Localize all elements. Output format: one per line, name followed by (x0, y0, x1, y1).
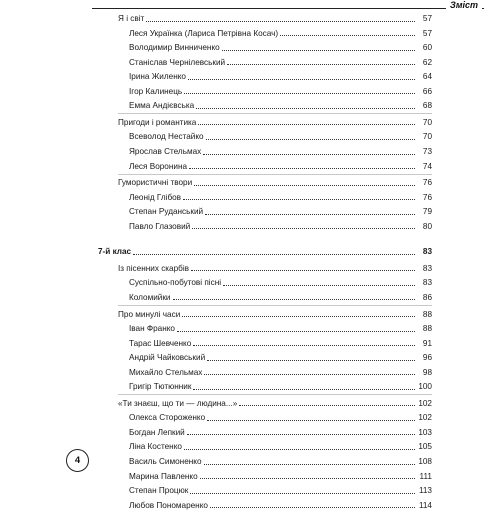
dot-leader (133, 254, 415, 255)
toc-entry-title: «Ти знаєш, що ти — людина...» (118, 398, 238, 408)
toc-entry[interactable] (129, 336, 432, 349)
toc-section-entry[interactable] (118, 261, 432, 274)
dot-leader (192, 228, 415, 229)
toc-entry-page: 64 (422, 72, 432, 82)
dot-leader (184, 449, 415, 450)
dot-leader (280, 35, 415, 36)
dot-leader (227, 64, 415, 65)
toc-entry[interactable] (129, 219, 432, 232)
toc-entry-title: Із пісенних скарбів (118, 263, 190, 273)
toc-section-entry[interactable] (118, 175, 432, 188)
toc-entry-page: 80 (422, 221, 432, 231)
toc-entry[interactable] (129, 98, 432, 111)
toc-entry-page: 79 (422, 207, 432, 217)
toc-entry-page: 108 (418, 457, 432, 466)
toc-entry-title: Леонід Глібов (129, 192, 182, 202)
toc-entry[interactable] (129, 84, 432, 97)
toc-entry[interactable] (129, 55, 432, 68)
dot-leader (189, 168, 415, 169)
toc-entry-page: 66 (422, 86, 432, 96)
dot-leader (193, 389, 415, 390)
toc-entry-page: 60 (422, 43, 432, 53)
dot-leader (146, 21, 415, 22)
dot-leader (198, 124, 415, 125)
toc-entry[interactable] (129, 69, 432, 82)
toc-entry-page: 62 (422, 57, 432, 67)
toc-entry-title: Іван Франко (129, 324, 175, 333)
toc-entry-page: 73 (422, 147, 432, 156)
toc-entry-page: 70 (422, 117, 432, 127)
toc-entry-title: Ліна Костенко (129, 442, 182, 452)
toc-entry[interactable] (129, 290, 432, 303)
toc-entry-title: Про минулі часи (118, 309, 181, 319)
toc-entry-page: 86 (422, 292, 432, 302)
toc-entry-title: Леся Українка (Лариса Петрівна Косач) (129, 28, 279, 38)
toc-entry-title: Гумористичні твори (118, 178, 193, 188)
toc-entry-title: Григір Тютюнник (129, 382, 192, 392)
toc-entry-page: 111 (419, 471, 432, 481)
toc-entry[interactable] (129, 350, 432, 363)
toc-section-entry[interactable] (118, 11, 432, 24)
toc-entry-page: 88 (422, 324, 432, 333)
dot-leader (191, 270, 415, 271)
toc-entry-title: Степан Процюк (129, 486, 189, 496)
toc-entry[interactable] (129, 454, 432, 467)
toc-entry[interactable] (129, 26, 432, 39)
dot-leader (196, 108, 415, 109)
toc-entry-title: Коломийки (129, 292, 171, 302)
toc-section-entry[interactable] (118, 115, 432, 128)
toc-entry[interactable] (129, 159, 432, 172)
toc-entry[interactable] (129, 410, 432, 423)
toc-section-entry[interactable] (118, 307, 432, 320)
toc-entry-title: Леся Воронина (129, 161, 188, 171)
toc-class-heading[interactable] (98, 244, 432, 257)
toc-entry-page: 102 (418, 398, 432, 408)
toc-entry-title: Володимир Винниченко (129, 43, 220, 53)
toc-entry-page: 83 (422, 247, 432, 257)
dot-leader (210, 507, 415, 508)
toc-entry-page: 68 (422, 101, 432, 111)
toc-entry[interactable] (129, 40, 432, 53)
toc-entry-page: 100 (418, 382, 432, 392)
toc-entry-page: 83 (422, 263, 432, 273)
dot-leader (173, 299, 416, 300)
toc-entry-page: 105 (418, 442, 432, 452)
toc-entry[interactable] (129, 129, 432, 142)
dot-leader (190, 493, 415, 494)
toc-entry-page: 57 (422, 14, 432, 23)
dot-leader (207, 360, 415, 361)
dot-leader (183, 199, 415, 200)
toc-entry-title: Богдан Лепкий (129, 427, 185, 437)
toc-entry[interactable] (129, 365, 432, 378)
toc-entry-title: Ігор Калинець (129, 86, 183, 96)
toc-entry-page: 70 (422, 132, 432, 142)
toc-entry-page: 57 (422, 28, 432, 38)
dot-leader (194, 185, 415, 186)
toc-entry-page: 113 (418, 486, 432, 496)
toc-entry-page: 76 (422, 192, 432, 202)
toc-entry[interactable] (129, 321, 432, 334)
toc-entry-page: 114 (418, 500, 432, 510)
toc-entry-title: Емма Андієвська (129, 101, 195, 111)
toc-entry-title: 7-й клас (98, 247, 132, 257)
toc-entry[interactable] (129, 190, 432, 203)
toc-entry-page: 102 (418, 413, 432, 423)
dot-leader (223, 285, 415, 286)
toc-entry-title: Олекса Стороженко (129, 413, 206, 423)
header-rule (92, 8, 484, 9)
toc-entry-page: 98 (422, 367, 432, 377)
toc-section-entry[interactable] (118, 396, 432, 409)
toc-entry-title: Любов Пономаренко (129, 500, 208, 510)
toc-entry[interactable] (129, 379, 432, 392)
toc-entry-title: Марина Павленко (129, 471, 198, 481)
toc-entry[interactable] (129, 469, 432, 482)
toc-entry-title: Михайло Стельмах (129, 367, 203, 377)
toc-entry-title: Я і світ (118, 14, 145, 23)
toc-entry-page: 76 (422, 178, 432, 188)
toc-entry[interactable] (129, 144, 432, 157)
dot-leader (203, 154, 415, 155)
dot-leader (204, 464, 416, 465)
toc-entry-page: 91 (422, 338, 432, 348)
dot-leader (207, 420, 415, 421)
dot-leader (206, 139, 415, 140)
dot-leader (187, 434, 415, 435)
dot-leader (177, 331, 415, 332)
page-number-badge: 4 (66, 449, 89, 472)
dot-leader (204, 374, 415, 375)
toc-entry[interactable] (129, 204, 432, 217)
dot-leader (184, 93, 415, 94)
dot-leader (200, 478, 415, 479)
toc-entry-title: Павло Глазовий (129, 221, 191, 231)
toc-entry-page: 88 (422, 309, 432, 319)
toc-entry[interactable] (129, 275, 432, 288)
dot-leader (182, 316, 415, 317)
toc-entry-title: Пригоди і романтика (118, 117, 197, 127)
toc-entry-page: 74 (422, 161, 432, 171)
dot-leader (222, 50, 415, 51)
page-header-title: Зміст (446, 0, 482, 11)
toc-entry-page: 96 (422, 353, 432, 363)
toc-entry-title: Станіслав Чернілевський (129, 57, 226, 67)
toc-entry[interactable] (129, 439, 432, 452)
toc-entry-title: Тарас Шевченко (129, 338, 192, 348)
dot-leader (239, 405, 415, 406)
toc-entry-title: Андрій Чайковський (129, 353, 206, 363)
toc-entry-title: Степан Руданський (129, 207, 204, 217)
toc-entry-title: Всеволод Нестайко (129, 132, 204, 142)
dot-leader (205, 214, 415, 215)
toc-entry-title: Ярослав Стельмах (129, 147, 202, 156)
toc-entry-title: Суспільно-побутові пісні (129, 278, 222, 288)
toc-entry[interactable] (129, 483, 432, 496)
toc-entry-page: 83 (422, 278, 432, 288)
toc-entry-title: Ірина Жиленко (129, 72, 186, 82)
toc-entry-title: Василь Симоненко (129, 457, 202, 466)
toc-entry[interactable] (129, 425, 432, 438)
dot-leader (193, 345, 415, 346)
dot-leader (188, 79, 415, 80)
toc-entry-page: 103 (418, 427, 432, 437)
